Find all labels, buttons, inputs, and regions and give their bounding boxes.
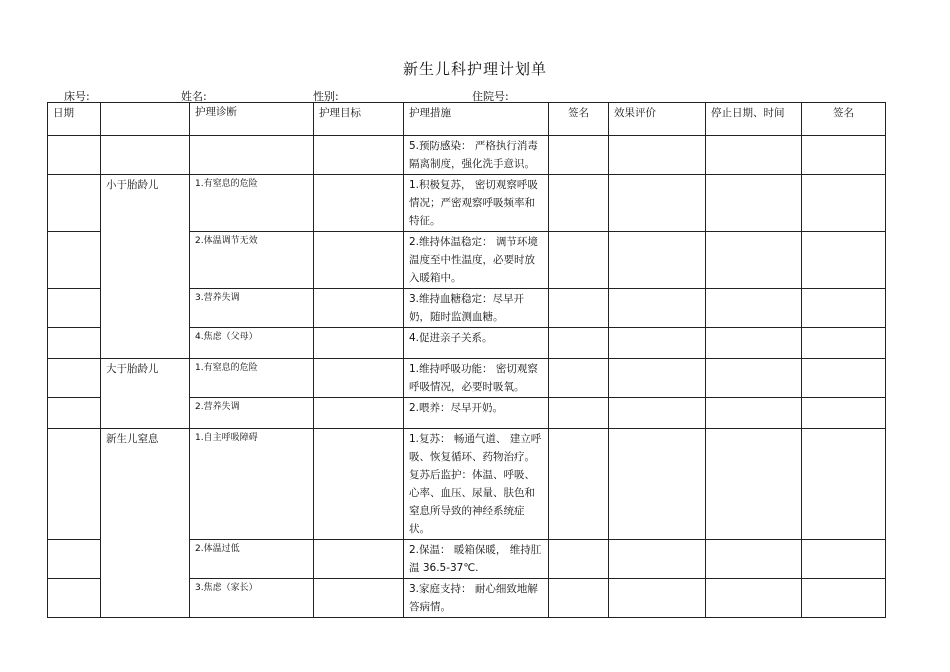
diagnosis-cell: 3.焦虑（家长） xyxy=(190,579,314,618)
category-lga: 大于胎龄儿 xyxy=(101,359,190,429)
diagnosis-cell: 2.体温调节无效 xyxy=(190,232,314,289)
diagnosis-cell: 1.自主呼吸障碍 xyxy=(190,429,314,540)
table-row xyxy=(48,429,886,540)
bed-number-label: 床号: xyxy=(64,90,90,103)
header-date: 日期 xyxy=(48,103,101,136)
diagnosis-cell: 2.营养失调 xyxy=(190,398,314,429)
header-sign-2: 签名 xyxy=(802,103,886,136)
diagnosis-cell: 1.有窒息的危险 xyxy=(190,359,314,398)
patient-name-label: 姓名: xyxy=(181,90,207,103)
diagnosis-cell: 1.有窒息的危险 xyxy=(190,175,314,232)
measure-cell: 1.积极复苏， 密切观察呼吸情况；严密观察呼吸频率和特征。 xyxy=(404,175,549,232)
diagnosis-cell: 4.焦虑（父母） xyxy=(190,328,314,359)
measure-cell: 2.保温： 暖箱保暖， 维持肛温 36.5-37℃. xyxy=(404,540,549,579)
table-row xyxy=(48,175,886,232)
table-row xyxy=(48,359,886,398)
table-row xyxy=(48,136,886,175)
category-sga: 小于胎龄儿 xyxy=(101,175,190,359)
header-category xyxy=(101,103,190,136)
measure-cell: 5.预防感染： 严格执行消毒隔离制度，强化洗手意识。 xyxy=(404,136,549,175)
header-evaluation: 效果评价 xyxy=(609,103,706,136)
admission-number-label: 住院号: xyxy=(472,90,509,103)
measure-cell: 4.促进亲子关系。 xyxy=(404,328,549,359)
header-stop-time: 停止日期、时间 xyxy=(706,103,802,136)
header-sign-1: 签名 xyxy=(549,103,609,136)
nursing-plan-table xyxy=(47,102,886,618)
measure-cell: 1.维持呼吸功能： 密切观察呼吸情况，必要时吸氧。 xyxy=(404,359,549,398)
measure-cell: 3.家庭支持： 耐心细致地解答病情。 xyxy=(404,579,549,618)
diagnosis-cell: 3.营养失调 xyxy=(190,289,314,328)
category-asphyxia: 新生儿窒息 xyxy=(101,429,190,618)
gender-label: 性别: xyxy=(313,90,339,103)
table-header-row xyxy=(48,103,886,136)
measure-cell: 3.维持血糖稳定：尽早开奶，随时监测血糖。 xyxy=(404,289,549,328)
page-title: 新生儿科护理计划单 xyxy=(402,60,547,78)
diagnosis-cell: 2.体温过低 xyxy=(190,540,314,579)
measure-cell: 2.喂养：尽早开奶。 xyxy=(404,398,549,429)
measure-cell: 2.维持体温稳定： 调节环境温度至中性温度，必要时放入暖箱中。 xyxy=(404,232,549,289)
measure-cell: 1.复苏： 畅通气道、 建立呼吸、恢复循环、药物治疗。复苏后监护：体温、呼吸、心率、血压、尿量、肤色和窒息所导致的神经系统症状。 xyxy=(404,429,549,540)
header-measures: 护理措施 xyxy=(404,103,549,136)
header-goal: 护理目标 xyxy=(314,103,404,136)
header-diagnosis: 护理诊断 xyxy=(190,103,314,136)
